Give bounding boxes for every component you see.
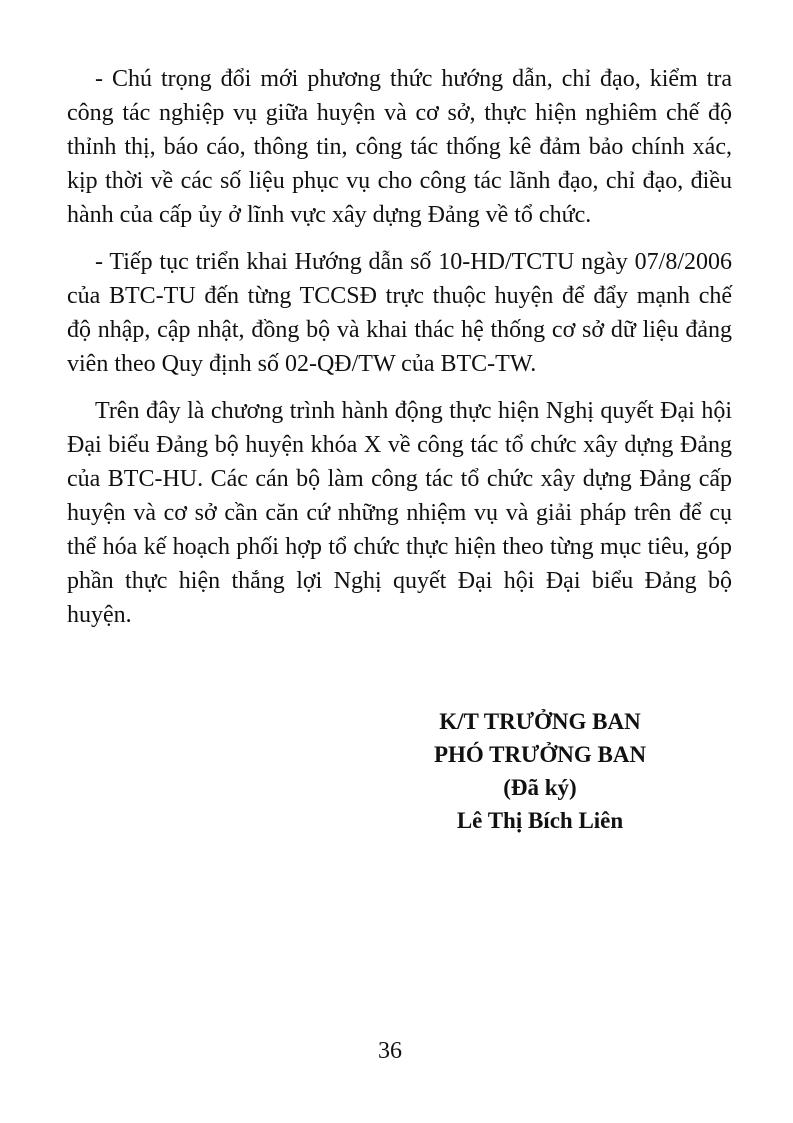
paragraph-conclusion: Trên đây là chương trình hành động thực hiện Nghị quyết Đại hội Đại biểu Đảng bộ huyện khóa X về công tác tổ chức xây dựng Đảng của BTC-HU. Các cán bộ làm công tác tổ chức xây dựng Đảng cấp huyện và cơ sở cần căn cứ những nhiệm vụ và giải pháp trên để cụ thể hóa kế hoạch phối hợp tổ chức thực hiện theo từng mục tiêu, góp phần thực hiện thắng lợi Nghị quyết Đại hội Đại biểu Đảng bộ huyện. <box>67 398 732 628</box>
paragraph-guidance-reform: - Chú trọng đổi mới phương thức hướng dẫn, chỉ đạo, kiểm tra công tác nghiệp vụ giữa huyện và cơ sở, thực hiện nghiêm chế độ thỉnh thị, báo cáo, thông tin, công tác thống kê đảm bảo chính xác, kịp thời về các số liệu phục vụ cho công tác lãnh đạo, chỉ đạo, điều hành của cấp ủy ở lĩnh vực xây dựng Đảng về tổ chức. <box>67 66 732 228</box>
signature-signed-note: (Đã ký) <box>503 775 577 800</box>
signature-title: K/T TRƯỞNG BAN <box>439 709 641 734</box>
page-number: 36 <box>378 1038 402 1064</box>
signatory-name: Lê Thị Bích Liên <box>456 808 624 833</box>
signature-block <box>380 705 700 837</box>
signature-position: PHÓ TRƯỞNG BAN <box>433 742 647 767</box>
paragraph-database-guidance: - Tiếp tục triển khai Hướng dẫn số 10-HD/TCTU ngày 07/8/2006 của BTC-TU đến từng TCCSĐ trực thuộc huyện để đẩy mạnh chế độ nhập, cập nhật, đồng bộ và khai thác hệ thống cơ sở dữ liệu đảng viên theo Quy định số 02-QĐ/TW của BTC-TW. <box>67 249 732 377</box>
body-text <box>67 62 732 632</box>
